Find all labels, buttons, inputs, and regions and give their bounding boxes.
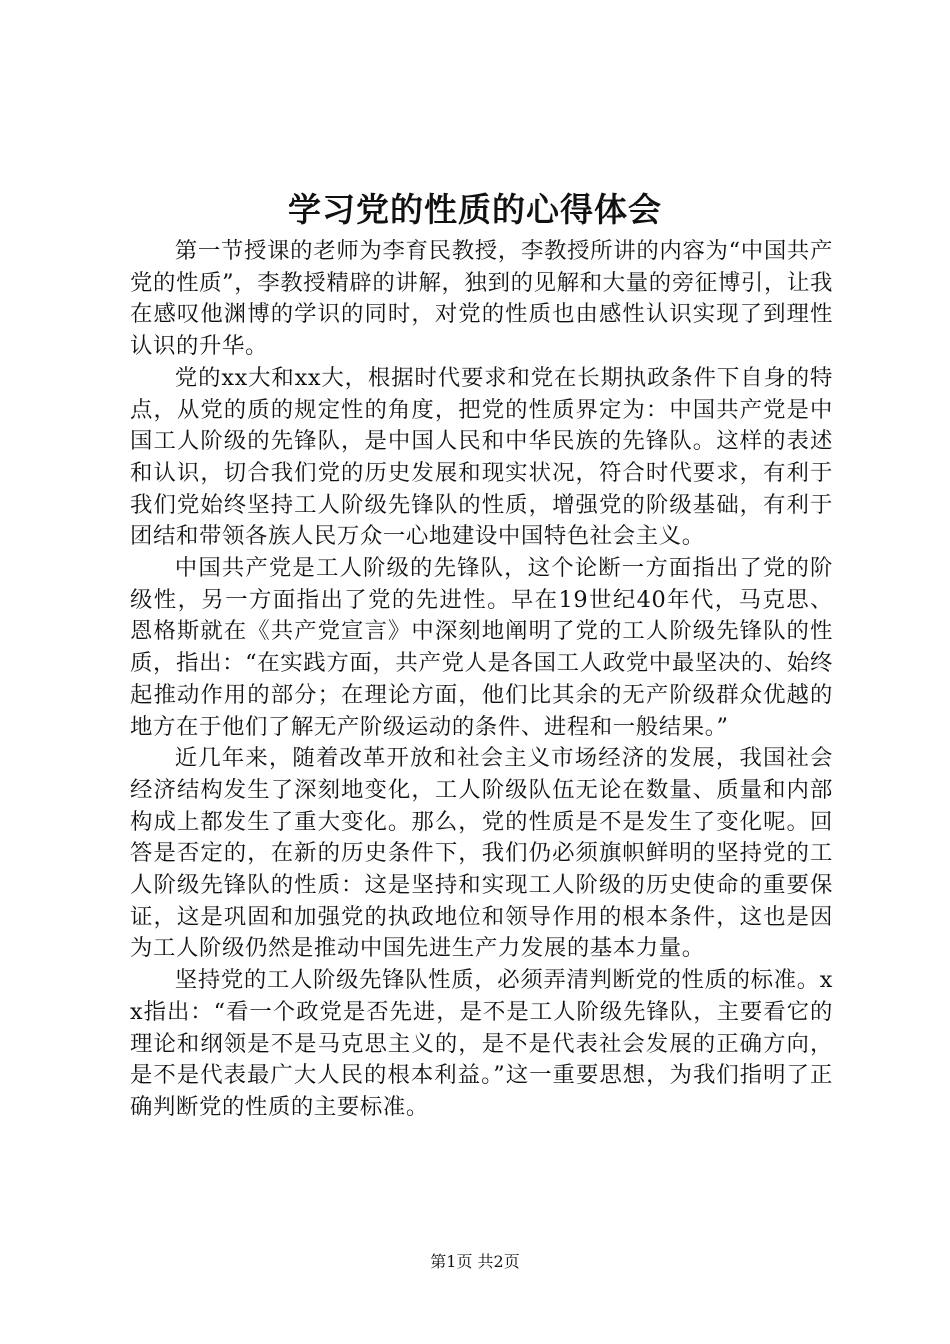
document-body — [130, 236, 833, 1124]
paragraph-4: 近几年来，随着改革开放和社会主义市场经济的发展，我国社会经济结构发生了深刻地变化，工人阶级队伍无论在数量、质量和内部构成上都发生了重大变化。那么，党的性质是不是发生了变化呢。回答是否定的，在新的历史条件下，我们仍必须旗帜鲜明的坚持党的工人阶级先锋队的性质：这是坚持和实现工人阶级的历史使命的重要保证，这是巩固和加强党的执政地位和领导作用的根本条件，这也是因为工人阶级仍然是推动中国先进生产力发展的基本力量。 — [130, 745, 833, 962]
page-footer: 第1页 共2页 — [430, 1252, 520, 1271]
paragraph-2: 党的xx大和xx大，根据时代要求和党在长期执政条件下自身的特点，从党的质的规定性的角度，把党的性质界定为：中国共产党是中国工人阶级的先锋队，是中国人民和中华民族的先锋队。这样的表述和认识，切合我们党的历史发展和现实状况，符合时代要求，有利于我们党始终坚持工人阶级先锋队的性质，增强党的阶级基础，有利于团结和带领各族人民万众一心地建设中国特色社会主义。 — [130, 364, 833, 550]
paragraph-3: 中国共产党是工人阶级的先锋队，这个论断一方面指出了党的阶级性，另一方面指出了党的先进性。早在19世纪40年代，马克思、恩格斯就在《共产党宣言》中深刻地阐明了党的工人阶级先锋队的性质，指出：“在实践方面，共产党人是各国工人政党中最坚决的、始终起推动作用的部分；在理论方面，他们比其余的无产阶级群众优越的地方在于他们了解无产阶级运动的条件、进程和一般结果。” — [130, 555, 833, 740]
paragraph-5: 坚持党的工人阶级先锋队性质，必须弄清判断党的性质的标准。xx指出：“看一个政党是否先进，是不是工人阶级先锋队，主要看它的理论和纲领是不是马克思主义的，是不是代表社会发展的正确方向，是不是代表最广大人民的根本利益。”这一重要思想，为我们指明了正确判断党的性质的主要标准。 — [130, 967, 833, 1120]
paragraph-1: 第一节授课的老师为李育民教授，李教授所讲的内容为“中国共产党的性质”，李教授精辟的讲解，独到的见解和大量的旁征博引，让我在感叹他渊博的学识的同时，对党的性质也由感性认识实现了到理性认识的升华。 — [130, 238, 833, 360]
document-title: 学习党的性质的心得体会 — [288, 190, 662, 229]
